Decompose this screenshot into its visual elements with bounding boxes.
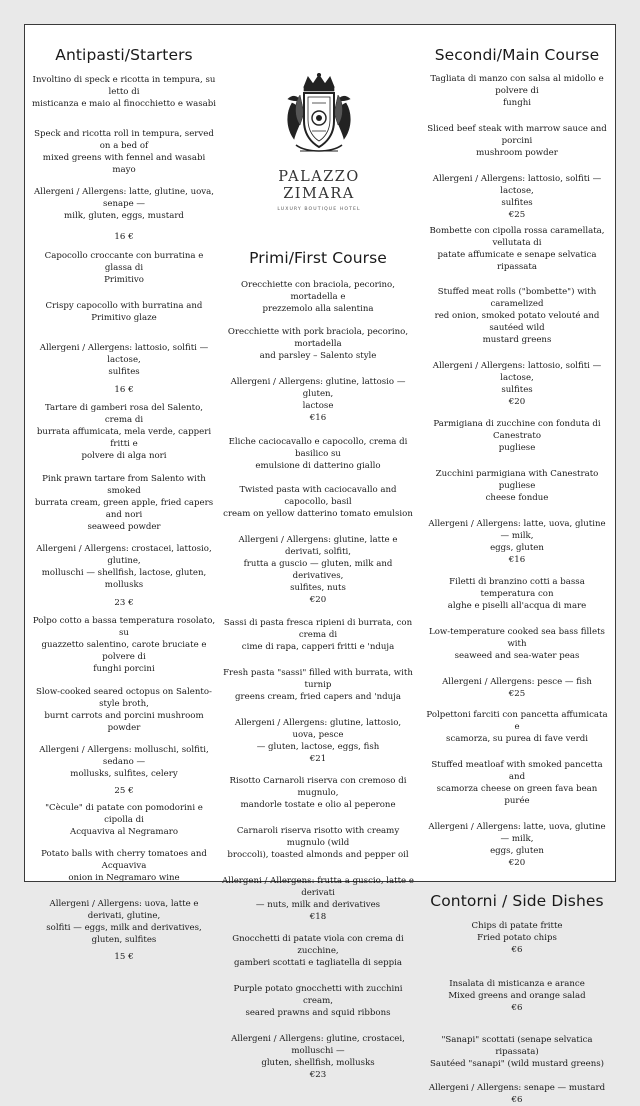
menu-line: Allergeni / Allergens: glutine, lattosio — gluten, [230, 377, 406, 399]
menu-line: Crispy capocollo with burratina and Primitivo glaze [45, 301, 203, 323]
price-value: 15 € [114, 952, 134, 962]
menu-item [31, 473, 217, 533]
menu-line: eggs, gluten [490, 846, 544, 856]
coat-of-arms-icon [282, 73, 356, 159]
price-value: €18 [309, 912, 327, 922]
price [31, 597, 217, 609]
menu-line: gamberi scottati e tagliatella di seppia [233, 958, 403, 968]
menu-line: Acquaviva al Negramaro [70, 827, 178, 837]
menu-item [424, 759, 610, 807]
menu-item [424, 286, 610, 346]
menu-line: cime di rapa, capperi fritti e 'nduja [241, 642, 395, 652]
menu-line: Sautéed "sanapi" (wild mustard greens) [429, 1059, 604, 1069]
menu-line: "Sanapi" scottati (senape selvatica ripassata) [441, 1035, 593, 1057]
menu-line: Polpo cotto a bassa temperatura rosolato, su [32, 616, 216, 638]
menu-line: red onion, smoked potato velouté and sautéed wild [434, 311, 600, 333]
menu-line: alghe e piselli all'acqua di mare [447, 601, 587, 611]
price-value: €25 [508, 210, 526, 220]
price-value: €20 [309, 595, 327, 605]
menu-line: Polpettoni farciti con pancetta affumicata e [426, 710, 608, 732]
menu-line: frutta a guscio — gluten, milk and derivatives, [243, 559, 393, 581]
antipasti-title: Antipasti/Starters [55, 46, 193, 64]
menu-line: Allergeni / Allergens: lattosio, solfiti — lactose, [432, 361, 602, 383]
allergens-line [424, 1082, 610, 1106]
brand-line-2: ZIMARA [283, 186, 355, 202]
price-value: 25 € [114, 786, 134, 796]
allergens-line [424, 821, 610, 869]
menu-line: Capocollo croccante con burratina e glassa di [44, 251, 204, 273]
price-value: €23 [309, 1070, 327, 1080]
brand-tagline: LUXURY BOUTIQUE HOTEL [277, 207, 361, 212]
menu-line: Allergeni / Allergens: latte, uova, glutine — milk, [428, 519, 606, 541]
menu-line: pugliese [498, 443, 536, 453]
menu-line: Mixed greens and orange salad [448, 991, 586, 1001]
menu-item [222, 484, 414, 520]
menu-item [31, 250, 217, 286]
menu-line: Speck and ricotta roll in tempura, served on a bed of [34, 129, 214, 151]
menu-item [222, 667, 414, 703]
menu-line: Bombette con cipolla rossa caramellata, vellutata di [429, 226, 605, 248]
price-value: 16 € [114, 385, 134, 395]
price [31, 384, 217, 396]
menu-line: burrata affumicata, mela verde, capperi fritti e [36, 427, 212, 449]
menu-line: Allergeni / Allergens: pesce — fish [442, 677, 592, 687]
menu-line: solfiti — eggs, milk and derivatives, gluten, sulfites [46, 923, 202, 945]
antipasti-column [31, 25, 217, 963]
menu-line: prezzemolo alla salentina [262, 304, 374, 314]
menu-line: seared prawns and squid ribbons [245, 1008, 391, 1018]
primi-column [222, 248, 414, 1081]
menu-item [31, 74, 217, 110]
allergens-line [31, 898, 217, 946]
menu-line: Parmigiana di zucchine con fonduta di Canestrato [433, 419, 601, 441]
menu-line: Allergeni / Allergens: uova, latte e derivati, glutine, [49, 899, 199, 921]
menu-line: mustard greens [482, 335, 552, 345]
menu-line: Sassi di pasta fresca ripieni di burrata, con crema di [223, 618, 413, 640]
menu-item [31, 686, 217, 734]
menu-item [424, 418, 610, 454]
secondi-title: Secondi/Main Course [434, 46, 600, 64]
menu-line: greens cream, fried capers and 'nduja [235, 692, 401, 702]
menu-line: Allergeni / Allergens: latte, uova, glutine — milk, [428, 822, 606, 844]
menu-line: molluschi — shellfish, lactose, gluten, mollusks [41, 568, 207, 590]
menu-line: sulfites [108, 367, 140, 377]
price [31, 951, 217, 963]
menu-line: sulfites, nuts [290, 583, 346, 593]
allergens-line [222, 376, 414, 424]
primi-title: Primi/First Course [249, 249, 387, 267]
menu-item [222, 617, 414, 653]
menu-line: Stuffed meat rolls ("bombette") with caramelized [437, 287, 597, 309]
allergens-line [222, 534, 414, 606]
menu-line: Fried potato chips [477, 933, 557, 943]
menu-line: patate affumicate e senape selvatica ripassata [437, 250, 597, 272]
menu-line: mandorle tostate e olio al peperone [240, 800, 396, 810]
menu-item [222, 436, 414, 472]
menu-item [31, 402, 217, 462]
menu-line: seaweed and sea-water peas [454, 651, 580, 661]
menu-item [222, 775, 414, 811]
menu-line: burnt carrots and porcini mushroom powder [44, 711, 204, 733]
allergens-line [424, 518, 610, 566]
menu-line: Risotto Carnaroli riserva con cremoso di mugnulo, [229, 776, 407, 798]
menu-line: sulfites [501, 385, 533, 395]
menu-line: misticanza e maio al finocchietto e wasabi [31, 99, 217, 109]
menu-line: Allergeni / Allergens: lattosio, solfiti — lactose, [39, 343, 209, 365]
menu-line: mollusks, sulfites, celery [70, 769, 178, 779]
menu-line: Orecchiette with pork braciola, pecorino, mortadella [227, 327, 409, 349]
menu-item [424, 123, 610, 159]
menu-line: Allergeni / Allergens: glutine, crostacei, molluschi — [231, 1034, 405, 1056]
menu-line: Pink prawn tartare from Salento with smoked [42, 474, 206, 496]
brand-line-1: PALAZZO [278, 169, 360, 185]
menu-line: Allergeni / Allergens: glutine, lattosio, uova, pesce [234, 718, 402, 740]
menu-line: funghi [502, 98, 532, 108]
menu-item [222, 983, 414, 1019]
menu-item [424, 626, 610, 662]
menu-line: Potato balls with cherry tomatoes and Acquaviva [41, 849, 207, 871]
menu-line: Eliche caciocavallo e capocollo, crema di basilico su [228, 437, 408, 459]
menu-line: and parsley – Salento style [259, 351, 377, 361]
menu-line: Fresh pasta "sassi" filled with burrata, with turnip [223, 668, 413, 690]
menu-line: scamorza cheese on green fava bean purée [436, 784, 598, 806]
hotel-logo [263, 73, 375, 212]
allergens-line [222, 717, 414, 765]
menu-line: Slow-cooked seared octopus on Salento-style broth, [36, 687, 212, 709]
price-value: €16 [309, 413, 327, 423]
menu-line: Tagliata di manzo con salsa al midollo e polvere di [430, 74, 604, 96]
price-value: €25 [508, 689, 526, 699]
menu-line: Chips di patate fritte [471, 921, 563, 931]
allergens-line [424, 360, 610, 408]
menu-line: Gnocchetti di patate viola con crema di zucchine, [232, 934, 404, 956]
menu-line: Allergeni / Allergens: molluschi, solfiti, sedano — [39, 745, 209, 767]
menu-line: Zucchini parmigiana with Canestrato pugliese [435, 469, 599, 491]
menu-line: cheese fondue [485, 493, 549, 503]
menu-item [31, 128, 217, 176]
menu-item [424, 978, 610, 1014]
menu-item [31, 615, 217, 675]
menu-item [424, 468, 610, 504]
menu-line: cream on yellow datterino tomato emulsion [223, 509, 413, 519]
menu-line: funghi porcini [93, 664, 155, 674]
menu-line: Carnaroli riserva risotto with creamy mugnulo (wild [236, 826, 400, 848]
menu-line: Allergeni / Allergens: lattosio, solfiti — lactose, [432, 174, 602, 196]
menu-line: seaweed powder [87, 522, 161, 532]
allergens-line [424, 173, 610, 221]
menu-line: onion in Negramaro wine [68, 873, 180, 883]
menu-line: Tartare di gamberi rosa del Salento, crema di [44, 403, 204, 425]
price-value: €20 [508, 397, 526, 407]
menu-item [222, 279, 414, 315]
menu-item [424, 576, 610, 612]
menu-item [31, 300, 217, 324]
menu-line: Allergeni / Allergens: frutta a guscio, latte e derivati [222, 876, 414, 898]
menu-line: polvere di alga nori [81, 451, 167, 461]
menu-line: Low-temperature cooked sea bass fillets with [429, 627, 605, 649]
allergens-line [31, 342, 217, 378]
menu-line: Allergeni / Allergens: glutine, latte e derivati, solfiti, [238, 535, 398, 557]
price-value: €6 [511, 945, 523, 955]
menu-line: Twisted pasta with caciocavallo and capocollo, basil [239, 485, 397, 507]
menu-line: Involtino di speck e ricotta in tempura, su letto di [32, 75, 216, 97]
menu-line: Sliced beef steak with marrow sauce and porcini [427, 124, 607, 146]
price-value: €20 [508, 858, 526, 868]
menu-line: — gluten, lactose, eggs, fish [256, 742, 380, 752]
menu-page [24, 24, 616, 1105]
menu-item [222, 933, 414, 969]
menu-line: Orecchiette con braciola, pecorino, mortadella e [241, 280, 395, 302]
menu-line: Purple potato gnocchetti with zucchini cream, [233, 984, 403, 1006]
menu-line: scamorza, su purea di fave verdi [446, 734, 588, 744]
secondi-column [424, 25, 610, 1106]
brand-name [263, 169, 375, 203]
menu-item [424, 225, 610, 273]
menu-line: Allergeni / Allergens: latte, glutine, uova, senape — [34, 187, 214, 209]
menu-line: Insalata di misticanza e arance [449, 979, 585, 989]
price-value: €6 [511, 1095, 523, 1105]
menu-line: milk, gluten, eggs, mustard [64, 211, 184, 221]
menu-line: "Cècule" di patate con pomodorini e cipolla di [45, 803, 203, 825]
menu-line: Stuffed meatloaf with smoked pancetta and [431, 760, 603, 782]
menu-line: Filetti di branzino cotti a bassa temperatura con [449, 577, 585, 599]
menu-line: — nuts, milk and derivatives [255, 900, 381, 910]
menu-item [222, 825, 414, 861]
menu-line: Allergeni / Allergens: crostacei, lattosio, glutine, [36, 544, 212, 566]
menu-item [31, 848, 217, 884]
price-value: €21 [309, 754, 327, 764]
menu-line: guazzetto salentino, carote bruciate e polvere di [41, 640, 207, 662]
allergens-line [31, 186, 217, 222]
contorni-title: Contorni / Side Dishes [430, 892, 604, 910]
price [31, 231, 217, 243]
price-value: 16 € [114, 232, 134, 242]
menu-line: lactose [302, 401, 334, 411]
menu-line: broccoli), toasted almonds and pepper oil [227, 850, 409, 860]
menu-item [222, 326, 414, 362]
allergens-line [222, 875, 414, 923]
menu-line: emulsione di datterino giallo [255, 461, 381, 471]
menu-item [424, 73, 610, 109]
menu-line: mixed greens with fennel and wasabi mayo [42, 153, 206, 175]
price-value: €16 [508, 555, 526, 565]
price [31, 785, 217, 797]
menu-line: sulfites [501, 198, 533, 208]
allergens-line [222, 1033, 414, 1081]
price-value: 23 € [114, 598, 134, 608]
menu-item [31, 802, 217, 838]
menu-line: mushroom powder [476, 148, 558, 158]
menu-item [424, 709, 610, 745]
menu-line: Allergeni / Allergens: senape — mustard [428, 1083, 606, 1093]
allergens-line [424, 676, 610, 700]
price-value: €6 [511, 1003, 523, 1013]
menu-item [424, 1034, 610, 1070]
menu-line: burrata cream, green apple, fried capers and nori [34, 498, 214, 520]
menu-line: gluten, shellfish, mollusks [261, 1058, 375, 1068]
menu-item [424, 920, 610, 956]
menu-line: Primitivo [104, 275, 144, 285]
allergens-line [31, 543, 217, 591]
menu-line: eggs, gluten [490, 543, 544, 553]
allergens-line [31, 744, 217, 780]
